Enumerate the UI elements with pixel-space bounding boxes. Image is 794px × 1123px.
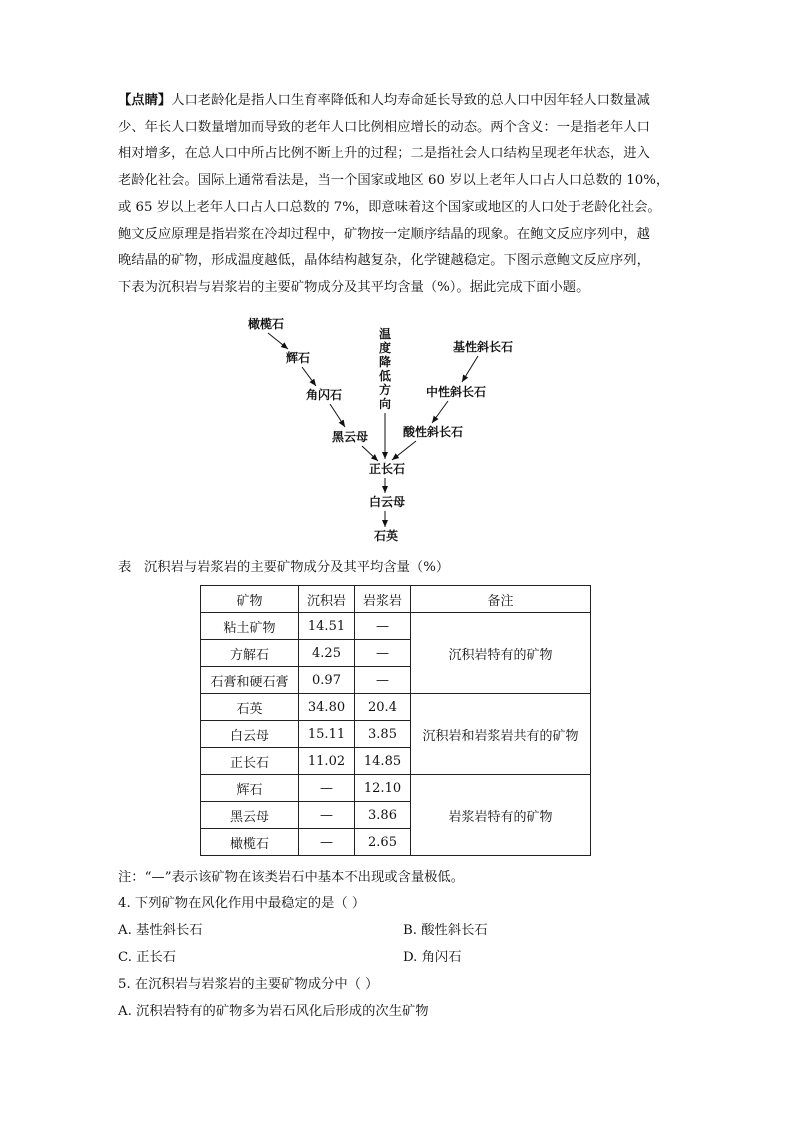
cell-mineral: 方解石 [201,640,299,667]
cell-mineral: 橄榄石 [201,829,299,856]
mineral-olivine: 橄榄石 [248,317,285,331]
diagram-arrows [268,333,478,527]
cell-sedimentary: — [299,802,355,829]
header-igneous: 岩浆岩 [355,586,411,613]
arrow-amphibole-biotite [330,404,345,427]
temp-label-char-1: 温 [379,327,392,341]
mineral-pyroxene: 辉石 [286,351,311,365]
intro-line-4: 老龄化社会。国际上通常看法是，当一个国家或地区 60 岁以上老年人口占人口总数的 10%， [118,173,670,189]
cell-mineral: 黑云母 [201,802,299,829]
cell-igneous: 14.85 [355,748,411,775]
q4-option-d[interactable]: D. 角闪石 [403,950,462,965]
cell-remark: 沉积岩特有的矿物 [411,613,591,694]
cell-mineral: 白云母 [201,721,299,748]
cell-sedimentary: 15.11 [299,721,355,748]
dianjing-label: 【点睛】 [118,93,172,108]
intro-line-3: 相对增多，在总人口中所占比例不断上升的过程；二是指社会人口结构呈现老年状态，进入 [118,146,650,162]
header-remark: 备注 [411,586,591,613]
temp-label-char-5: 方 [379,383,392,397]
mineral-table [200,585,591,856]
cell-sedimentary: — [299,829,355,856]
table-row [201,694,591,721]
temp-label-char-4: 低 [379,369,392,383]
mineral-basic-plagioclase: 基性斜长石 [453,340,514,354]
cell-igneous: 20.4 [355,694,411,721]
q4-option-a[interactable]: A. 基性斜长石 [118,923,203,938]
table-footnote: 注：“—”表示该矿物在该类岩石中基本不出现或含量极低。 [118,870,465,885]
q4-option-c[interactable]: C. 正长石 [118,950,177,965]
cell-sedimentary: — [299,775,355,802]
cell-igneous: 2.65 [355,829,411,856]
arrow-acid-orthoclase [392,441,416,460]
cell-igneous: 12.10 [355,775,411,802]
mineral-quartz: 石英 [374,529,399,543]
question-4-stem: 4. 下列矿物在风化作用中最稳定的是（ ） [118,896,366,911]
intro-line-1: 【点睛】人口老龄化是指人口生育率降低和人均寿命延长导致的总人口中因年轻人口数量减 [118,93,650,108]
mineral-biotite: 黑云母 [332,430,369,444]
table-row [201,775,591,802]
table-header-row [201,586,591,613]
cell-sedimentary: 34.80 [299,694,355,721]
intro-paragraph [118,88,698,302]
temp-label-char-3: 降 [379,355,392,369]
intro-line-5: 或 65 岁以上老年人口占人口总数的 7%，即意味着这个国家或地区的人口处于老龄化社会。 [118,199,661,215]
arrow-intermediate-acid [432,401,448,423]
cell-mineral: 粘土矿物 [201,613,299,640]
intro-line-7: 晚结晶的矿物，形成温度越低，晶体结构越复杂，化学键越稳定。下图示意鲍文反应序列， [118,253,650,269]
cell-igneous: — [355,667,411,694]
cell-sedimentary: 11.02 [299,748,355,775]
temp-label-char-6: 向 [379,397,392,411]
mineral-orthoclase: 正长石 [369,462,406,476]
intro-line-8: 下表为沉积岩与岩浆岩的主要矿物成分及其平均含量（%）。据此完成下面小题。 [118,279,590,295]
cell-mineral: 石膏和硬石膏 [201,667,299,694]
arrow-pyroxene-amphibole [302,367,316,386]
cell-igneous: — [355,640,411,667]
cell-remark: 岩浆岩特有的矿物 [411,775,591,856]
intro-line-6: 鲍文反应原理是指岩浆在冷却过程中，矿物按一定顺序结晶的现象。在鲍文反应序列中，越 [118,226,650,242]
arrow-biotite-orthoclase [362,446,378,461]
table-caption: 表 沉积岩与岩浆岩的主要矿物成分及其平均含量（%） [118,560,450,575]
cell-remark: 沉积岩和岩浆岩共有的矿物 [411,694,591,775]
cell-igneous: 3.85 [355,721,411,748]
header-sedimentary: 沉积岩 [299,586,355,613]
mineral-acid-plagioclase: 酸性斜长石 [403,425,464,439]
temp-label-char-2: 度 [379,341,392,355]
arrow-basic-intermediate [462,356,478,382]
cell-sedimentary: 4.25 [299,640,355,667]
mineral-intermediate-plagioclase: 中性斜长石 [426,385,487,399]
cell-igneous: — [355,613,411,640]
mineral-muscovite: 白云母 [369,495,406,509]
mineral-amphibole: 角闪石 [306,388,343,402]
cell-sedimentary: 0.97 [299,667,355,694]
intro-line-2: 少、年长人口数量增加而导致的老年人口比例相应增长的动态。两个含义：一是指老年人口 [118,119,650,135]
cell-mineral: 石英 [201,694,299,721]
question-5-stem: 5. 在沉积岩与岩浆岩的主要矿物成分中（ ） [118,977,379,992]
table-row [201,613,591,640]
arrow-olivine-pyroxene [268,333,288,349]
cell-sedimentary: 14.51 [299,613,355,640]
q5-option-a[interactable]: A. 沉积岩特有的矿物多为岩石风化后形成的次生矿物 [118,1004,429,1019]
cell-igneous: 3.86 [355,802,411,829]
header-mineral: 矿物 [201,586,299,613]
cell-mineral: 正长石 [201,748,299,775]
q4-option-b[interactable]: B. 酸性斜长石 [403,923,488,938]
cell-mineral: 辉石 [201,775,299,802]
